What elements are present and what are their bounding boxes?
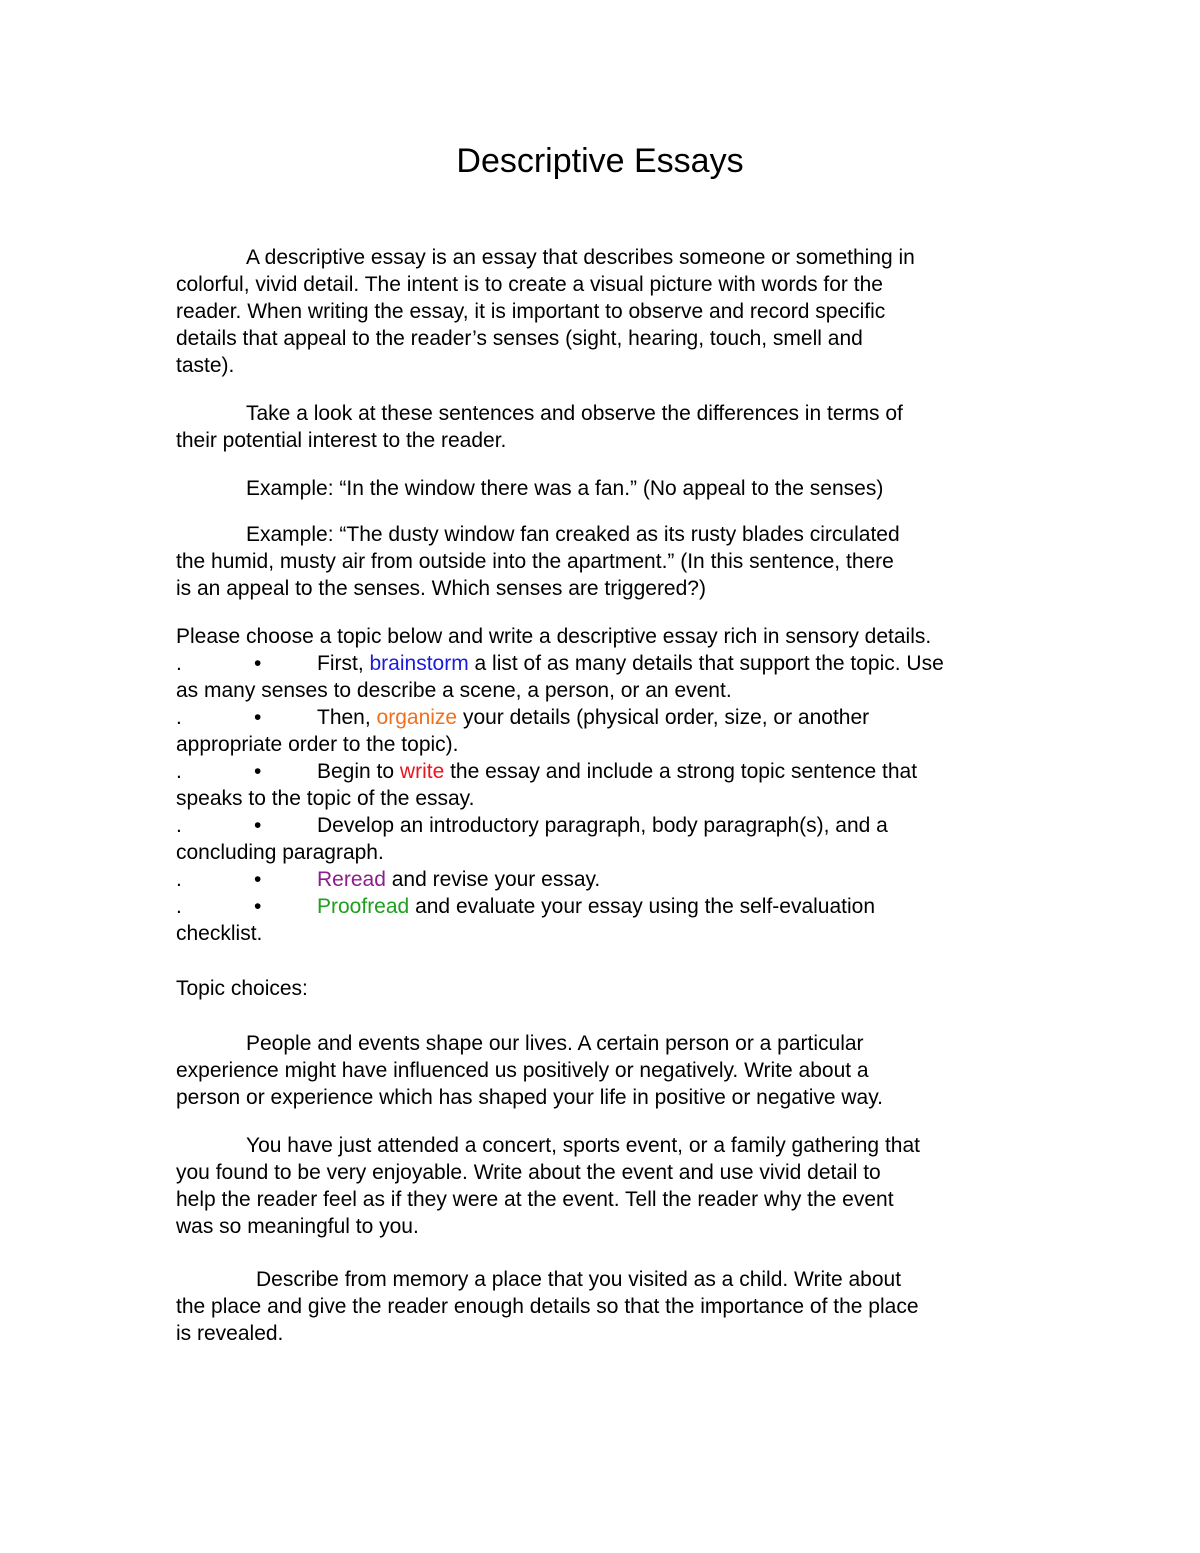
example-line: the humid, musty air from outside into the apartment.” (In this sentence, there (176, 550, 894, 573)
list-dot: . (176, 706, 182, 729)
instructions-intro: Please choose a topic below and write a descriptive essay rich in sensory details. (176, 625, 932, 648)
bullet-icon: • (254, 814, 262, 837)
example-line: is an appeal to the senses. Which senses are triggered?) (176, 577, 706, 600)
step-continuation: speaks to the topic of the essay. (176, 787, 475, 810)
intro-paragraph (176, 244, 1036, 379)
instruction-step (176, 650, 1036, 677)
step-text: a list of as many details that support the topic. Use (468, 652, 944, 675)
keyword-write: write (399, 760, 445, 783)
step-continuation: appropriate order to the topic). (176, 733, 459, 756)
step-continuation: concluding paragraph. (176, 841, 384, 864)
instruction-step (176, 704, 1036, 731)
instruction-step (176, 758, 1036, 785)
intro-line: details that appeal to the reader’s senses (sight, hearing, touch, smell and (176, 327, 863, 350)
topic-heading (176, 975, 1036, 1002)
example-2 (176, 521, 1036, 602)
intro-line: colorful, vivid detail. The intent is to create a visual picture with words for the (176, 273, 883, 296)
topic-1 (176, 1030, 1036, 1111)
topic-line: You have just attended a concert, sports event, or a family gathering that (246, 1134, 920, 1157)
bullet-icon: • (254, 868, 262, 891)
bullet-icon: • (254, 760, 262, 783)
example-line: Example: “The dusty window fan creaked as its rusty blades circulated (246, 523, 900, 546)
step-text: Develop an introductory paragraph, body paragraph(s), and a (317, 814, 888, 837)
example-1 (176, 475, 1036, 502)
list-dot: . (176, 895, 182, 918)
topic-line: person or experience which has shaped your life in positive or negative way. (176, 1086, 884, 1109)
topic-line: experience might have influenced us positively or negatively. Write about a (176, 1059, 869, 1082)
topic-line: you found to be very enjoyable. Write about the event and use vivid detail to (176, 1161, 881, 1184)
step-text: the essay and include a strong topic sentence that (444, 760, 918, 783)
step-text: Begin to (317, 760, 400, 783)
topic-heading-text: Topic choices: (176, 977, 308, 1000)
look-paragraph (176, 400, 1036, 454)
topic-line: was so meaningful to you. (176, 1215, 419, 1238)
keyword-brainstorm: brainstorm (369, 652, 469, 675)
bullet-icon: • (254, 652, 262, 675)
instructions-section (176, 623, 1036, 947)
step-text: and evaluate your essay using the self-evaluation (409, 895, 876, 918)
step-text: and revise your essay. (385, 868, 601, 891)
topic-line: the place and give the reader enough details so that the importance of the place (176, 1295, 919, 1318)
topic-2 (176, 1132, 1036, 1240)
topic-line: help the reader feel as if they were at the event. Tell the reader why the event (176, 1188, 894, 1211)
list-dot: . (176, 652, 182, 675)
instruction-step (176, 812, 1036, 839)
list-dot: . (176, 814, 182, 837)
instruction-step (176, 866, 1036, 893)
instruction-step (176, 893, 1036, 920)
intro-line: A descriptive essay is an essay that describes someone or something in (246, 246, 915, 269)
example-line: Example: “In the window there was a fan.” (No appeal to the senses) (246, 477, 884, 500)
keyword-reread: Reread (317, 868, 386, 891)
look-line: their potential interest to the reader. (176, 429, 507, 452)
bullet-icon: • (254, 706, 262, 729)
topic-3 (176, 1266, 1036, 1347)
step-continuation: as many senses to describe a scene, a person, or an event. (176, 679, 732, 702)
bullet-icon: • (254, 895, 262, 918)
intro-line: reader. When writing the essay, it is important to observe and record specific (176, 300, 886, 323)
step-text: your details (physical order, size, or another (457, 706, 870, 729)
topic-line: is revealed. (176, 1322, 284, 1345)
keyword-proofread: Proofread (317, 895, 410, 918)
look-line: Take a look at these sentences and observe the differences in terms of (246, 402, 903, 425)
page-title: Descriptive Essays (456, 142, 744, 180)
step-text: Then, (317, 706, 377, 729)
list-dot: . (176, 760, 182, 783)
step-text: First, (317, 652, 370, 675)
topic-line: Describe from memory a place that you visited as a child. Write about (256, 1268, 902, 1291)
intro-line: taste). (176, 354, 235, 377)
keyword-organize: organize (376, 706, 458, 729)
list-dot: . (176, 868, 182, 891)
step-continuation: checklist. (176, 922, 263, 945)
topic-line: People and events shape our lives. A certain person or a particular (246, 1032, 864, 1055)
